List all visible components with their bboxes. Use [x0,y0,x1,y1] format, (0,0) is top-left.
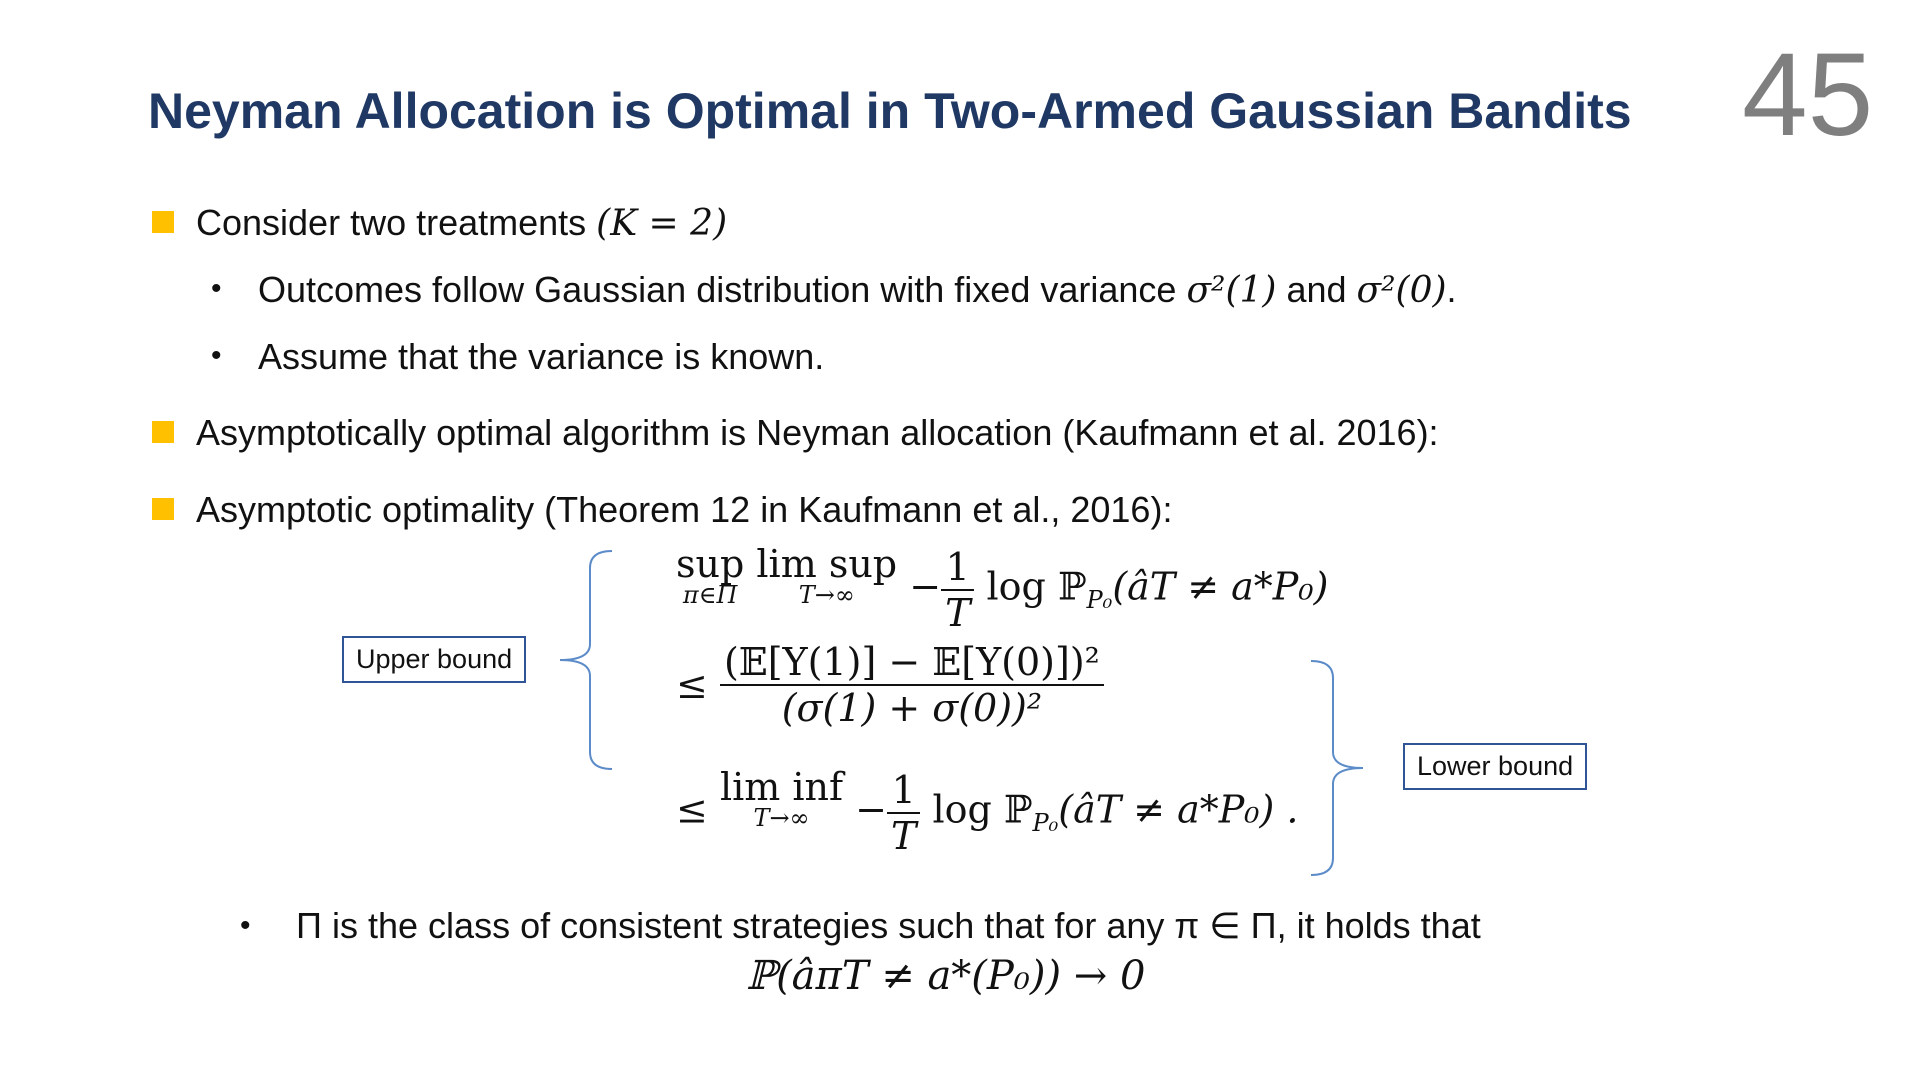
one-over-t: $\frac{1}{T}$ [941,545,974,635]
bullet-neyman-allocation: Asymptotically optimal algorithm is Neyman allocation (Kaufmann et al. 2016): [196,412,1439,453]
liminf-operator: lim inf T→∞ [719,765,844,832]
inline-math: σ²(1) [1186,270,1277,311]
sub-bullet-dot-icon: • [240,909,251,942]
upper-bound-label: Upper bound [342,636,526,683]
one-over-t: $\frac{1}{T}$ [887,768,920,858]
limsup-operator: lim sup T→∞ [756,542,898,609]
minus-sign: − [855,787,887,832]
sub-bullet-gaussian [258,269,1457,311]
bullet-asymptotic-optimality: Asymptotic optimality (Theorem 12 in Kaufmann et al., 2016): [196,489,1173,530]
bullet-square-icon [152,421,174,443]
sub-bullet-variance-known: Assume that the variance is known. [258,336,825,377]
lower-brace-icon [1308,658,1368,878]
lower-bound-label: Lower bound [1403,743,1587,790]
probability-subscript: P₀ [1032,809,1059,838]
inline-math: σ²(0) [1356,270,1447,311]
sub-bullet-consistent-strategies: Π is the class of consistent strategies such that for any π ∈ Π, it holds that [296,905,1481,946]
probability-subscript: P₀ [1086,586,1113,615]
error-event: (âT ≠ a*P₀) [1112,564,1329,609]
log-probability: log ℙ [932,787,1033,832]
bound-fraction [720,640,1104,730]
leq-sign: ≤ [676,663,708,707]
bound-numerator: (𝔼[Y(1)] − 𝔼[Y(0)])² [723,640,1100,684]
bullet-text: Consider two treatments [196,202,597,243]
error-event: (âT ≠ a*P₀) . [1058,787,1299,832]
log-probability: log ℙ [986,564,1087,609]
equation-line-bound [676,640,1104,730]
minus-sign: − [909,564,942,609]
bullet-consider-treatments [196,202,727,244]
sub-bullet-dot-icon: • [211,339,222,372]
slide-title: Neyman Allocation is Optimal in Two-Armed Gaussian Bandits [148,83,1632,139]
bullet-square-icon [152,498,174,520]
inline-math: (K = 2) [596,203,728,244]
equation-line-lower [676,765,1299,858]
bound-denominator: (σ(1) + σ(0))² [720,684,1104,730]
consistency-equation: ℙ(âπT ≠ a*(P₀)) → 0 [746,953,1146,999]
bullet-text: . [1446,269,1457,310]
bullet-text: Outcomes follow Gaussian distribution with fixed variance [258,269,1187,310]
bullet-square-icon [152,211,174,233]
upper-brace-icon [555,548,615,772]
leq-sign: ≤ [676,787,708,832]
sub-bullet-dot-icon: • [211,272,222,305]
equation-line-upper [676,542,1329,635]
page-number: 45 [1742,29,1874,161]
bullet-text: and [1276,269,1357,310]
sup-operator: sup π∈Π [676,542,745,609]
